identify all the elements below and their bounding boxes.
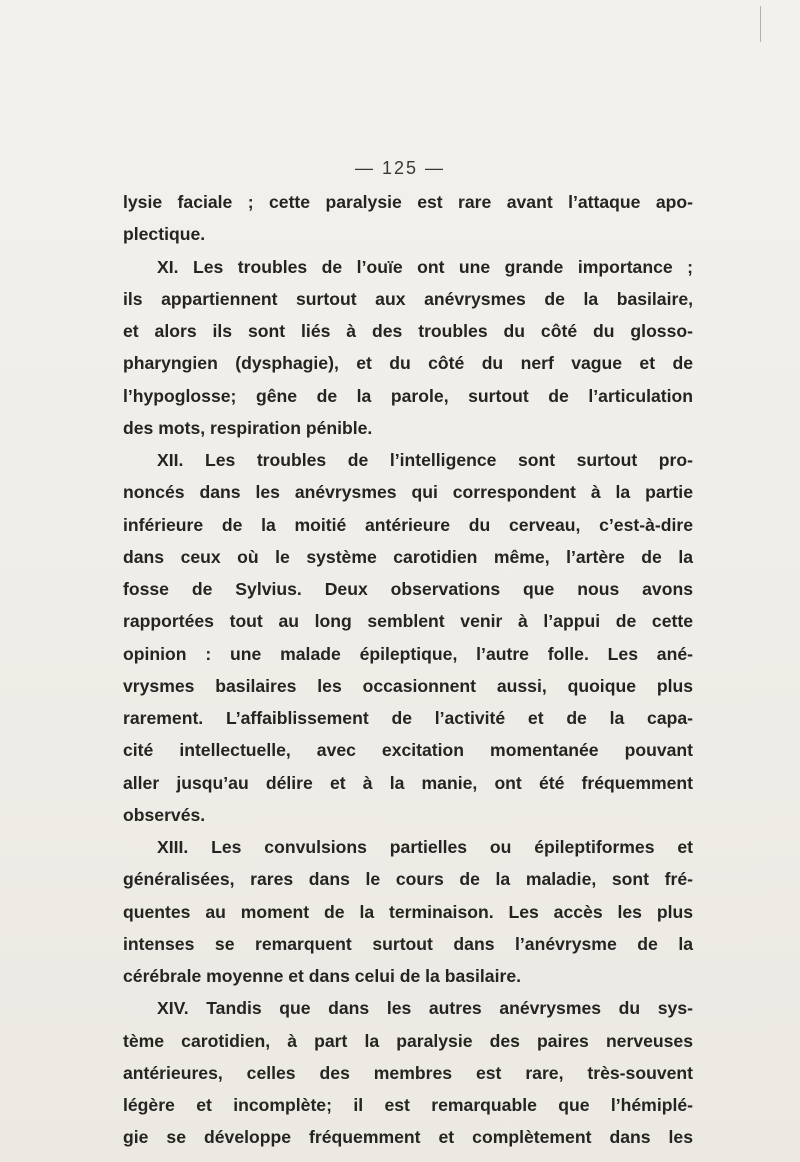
text-line: vrysmes basilaires les occasionnent aussi, quoique plus xyxy=(123,675,693,696)
text-line: pharyngien (dysphagie), et du côté du nerf vague et de xyxy=(123,353,693,374)
text-line: des mots, respiration pénible. xyxy=(123,417,373,438)
text-line: lysie faciale ; cette paralysie est rare avant l’attaque apo- xyxy=(123,192,693,212)
text-line: XIV. Tandis que dans les autres anévrysmes du sys- xyxy=(157,998,693,1019)
page-number: — 125 — xyxy=(354,158,446,178)
text-line: noncés dans les anévrysmes qui correspondent à la partie xyxy=(123,482,693,503)
text-line: cité intellectuelle, avec excitation momentanée pouvant xyxy=(123,740,693,761)
text-line: antérieures, celles des membres est rare, très-souvent xyxy=(123,1062,693,1083)
text-line: et alors ils sont liés à des troubles du côté du glosso- xyxy=(123,321,693,341)
text-line: aller jusqu’au délire et à la manie, ont été fréquemment xyxy=(123,772,693,793)
text-line: tème carotidien, à part la paralysie des paires nerveuses xyxy=(123,1030,693,1051)
text-line: l’hypoglosse; gêne de la parole, surtout de l’articulation xyxy=(123,385,693,406)
text-line: cérébrale moyenne et dans celui de la basilaire. xyxy=(123,966,521,986)
text-line: gie se développe fréquemment et complètement dans les xyxy=(123,1127,693,1148)
text-line: rarement. L’affaiblissement de l’activité et de la capa- xyxy=(123,708,693,728)
text-line: fosse de Sylvius. Deux observations que nous avons xyxy=(123,579,693,599)
text-line: observés. xyxy=(123,804,206,825)
text-line: rapportées tout au long semblent venir à l’appui de cette xyxy=(123,611,693,632)
scan-mark xyxy=(760,6,761,42)
text-line: plectique. xyxy=(123,224,206,245)
text-line: XI. Les troubles de l’ouïe ont une grande importance ; xyxy=(157,256,693,277)
text-line: intenses se remarquent surtout dans l’anévrysme de la xyxy=(123,933,693,954)
text-line: opinion : une malade épileptique, l’autre folle. Les ané- xyxy=(123,643,693,664)
text-line: dans ceux où le système carotidien même, l’artère de la xyxy=(123,546,693,567)
text-line: généralisées, rares dans le cours de la maladie, sont fré- xyxy=(123,869,693,890)
text-line: légère et incomplète; il est remarquable que l’hémiplé- xyxy=(123,1095,693,1115)
text-line: quentes au moment de la terminaison. Les accès les plus xyxy=(123,901,693,922)
text-line: inférieure de la moitié antérieure du cerveau, c’est-à-dire xyxy=(123,514,693,535)
body-text xyxy=(123,186,693,1154)
text-line: ils appartiennent surtout aux anévrysmes de la basilaire, xyxy=(123,288,693,309)
text-line: XIII. Les convulsions partielles ou épileptiformes et xyxy=(157,837,693,857)
text-line: XII. Les troubles de l’intelligence sont surtout pro- xyxy=(157,450,693,470)
